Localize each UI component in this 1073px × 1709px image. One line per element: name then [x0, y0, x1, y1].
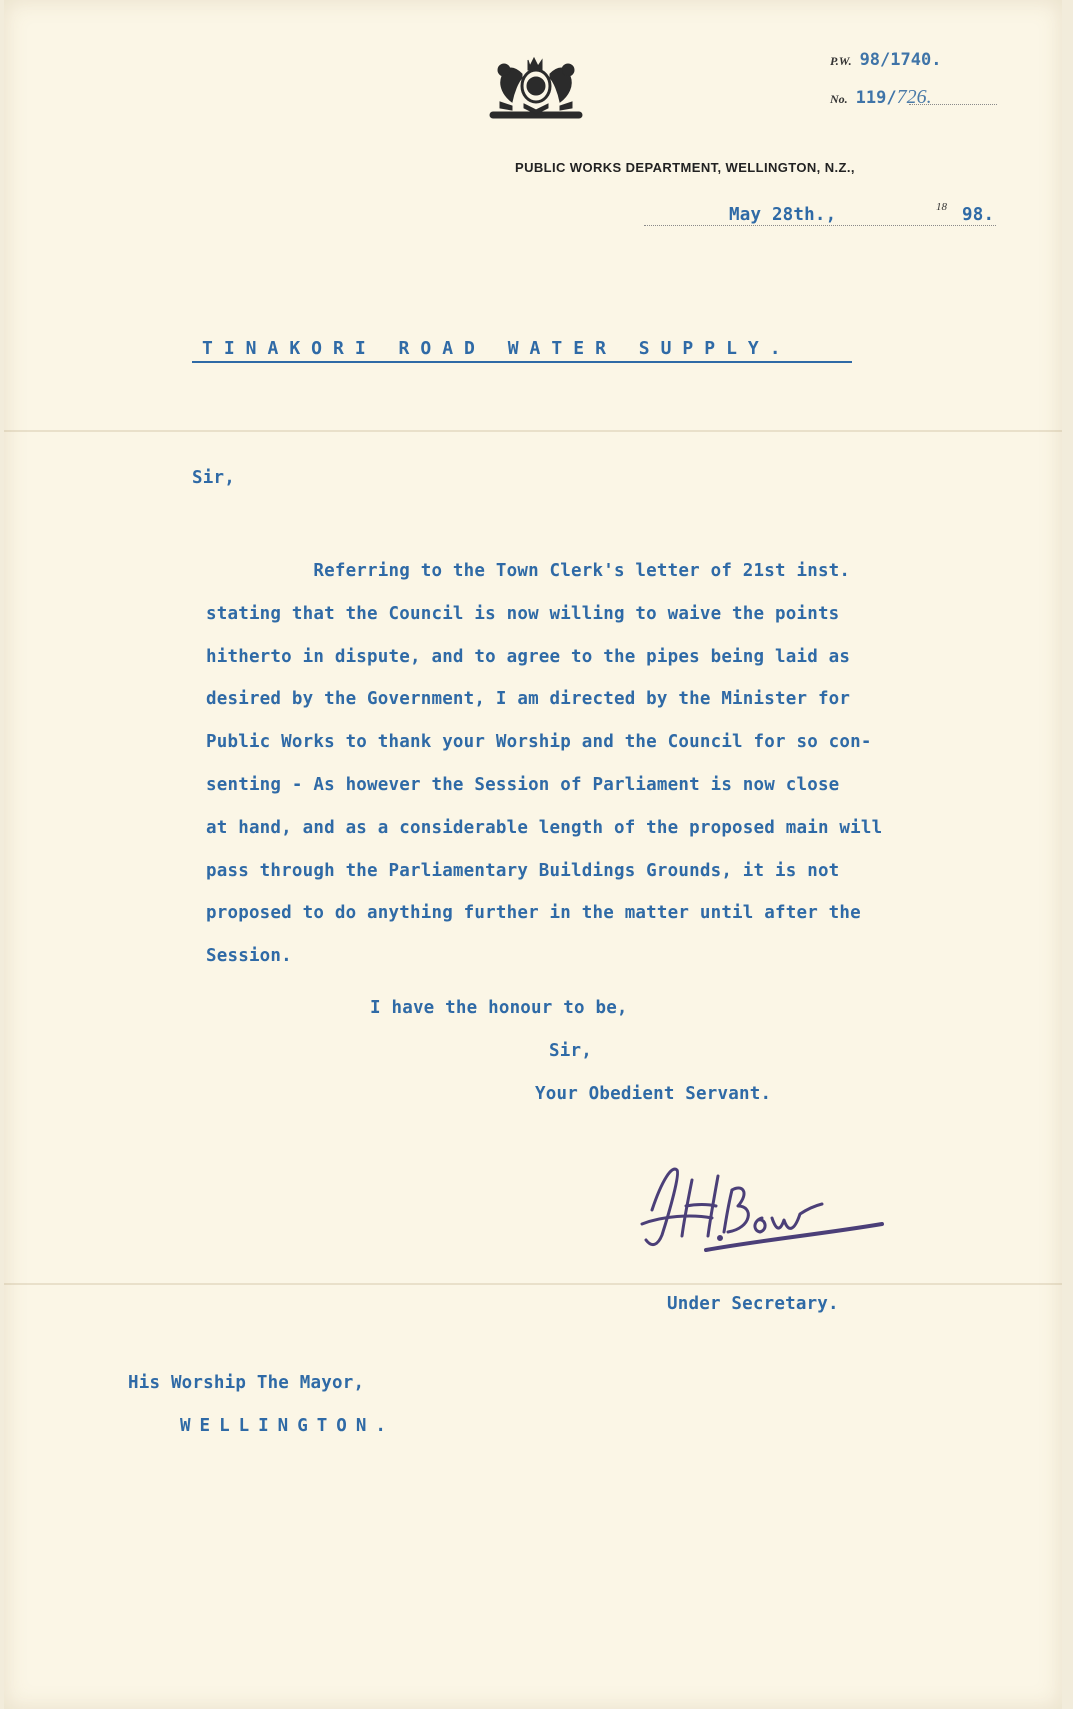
department-heading: PUBLIC WORKS DEPARTMENT, WELLINGTON, N.Z.,	[515, 160, 855, 175]
addressee-line-1: His Worship The Mayor,	[128, 1373, 365, 1393]
body-line: Referring to the Town Clerk's letter of 21st inst.	[206, 561, 851, 581]
body-line: pass through the Parliamentary Buildings Grounds, it is not	[206, 860, 840, 881]
year-prefix: 18	[936, 201, 947, 213]
no-reference	[830, 86, 932, 109]
body-line: at hand, and as a considerable length of the proposed main will	[206, 817, 883, 838]
letter-date: May 28th.,	[729, 205, 837, 225]
no-number-handwritten: 726.	[896, 86, 932, 108]
no-label: No.	[830, 92, 848, 106]
pw-number: 98/1740.	[859, 50, 942, 70]
letter-body	[206, 550, 1036, 978]
closing-line-1: I have the honour to be,	[370, 998, 628, 1018]
dateline	[644, 201, 996, 229]
letter-page	[4, 0, 1062, 1709]
no-dotted-line	[909, 104, 997, 105]
body-line: proposed to do anything further in the matter until after the	[206, 903, 861, 924]
pw-reference	[830, 50, 941, 70]
fold-crease	[4, 430, 1062, 432]
subject-underline	[192, 361, 852, 363]
letter-year: 98.	[962, 205, 995, 225]
signatory-title: Under Secretary.	[667, 1294, 839, 1314]
body-line: hitherto in dispute, and to agree to the pipes being laid as	[206, 646, 851, 667]
body-line: senting - As however the Session of Parliament is now close	[206, 774, 840, 795]
handwritten-signature	[632, 1140, 922, 1270]
no-number-typed: 119/	[855, 88, 897, 108]
body-line: Session.	[206, 946, 292, 967]
fold-crease	[4, 1283, 1062, 1285]
addressee-city: WELLINGTON.	[180, 1416, 395, 1436]
pw-label: P.W.	[830, 54, 852, 68]
salutation: Sir,	[192, 468, 235, 488]
royal-coat-of-arms-icon	[482, 56, 590, 122]
body-line: desired by the Government, I am directed by the Minister for	[206, 689, 851, 710]
subject-heading: TINAKORI ROAD WATER SUPPLY.	[202, 338, 792, 359]
body-line: Public Works to thank your Worship and the Council for so con-	[206, 732, 872, 753]
date-dotted-line	[644, 225, 996, 226]
body-line: stating that the Council is now willing to waive the points	[206, 603, 840, 624]
closing-line-3: Your Obedient Servant.	[535, 1084, 772, 1104]
closing-line-2: Sir,	[549, 1041, 592, 1061]
